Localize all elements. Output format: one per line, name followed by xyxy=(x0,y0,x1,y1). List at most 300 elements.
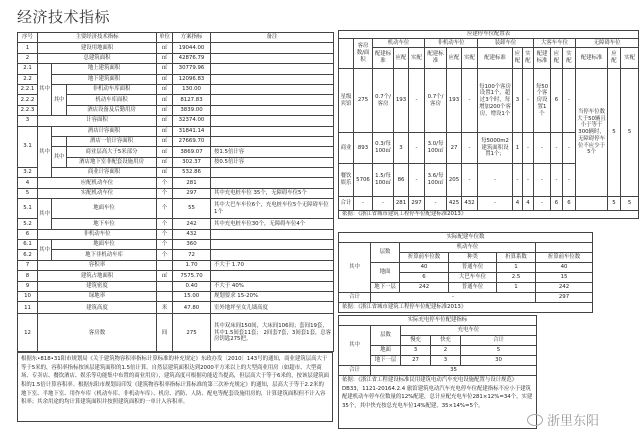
table-cell: 8 xyxy=(18,271,38,281)
table-cell: 42876.79 xyxy=(173,53,211,63)
table-cell xyxy=(211,271,334,281)
table-cell: - xyxy=(534,133,551,164)
table-cell: - xyxy=(563,133,576,164)
table-cell: 9 xyxy=(18,281,38,291)
table-cell: 35 xyxy=(371,366,537,376)
table-cell: 地下一层 xyxy=(371,283,400,293)
table-cell: 配建标准 xyxy=(373,48,394,69)
table-cell: 地面 xyxy=(371,263,400,283)
table-cell: 无障碍车位 xyxy=(576,39,639,48)
table-cell: 室外地坪至女儿墙高度 xyxy=(211,302,334,314)
table-cell: 层数 xyxy=(371,326,401,346)
table-cell xyxy=(211,126,334,136)
table-cell: ㎡ xyxy=(157,168,173,178)
table-cell: 0.3/每100㎡ xyxy=(373,133,394,164)
table-cell xyxy=(157,281,173,291)
table-cell: 规划要求 15-20% xyxy=(211,291,334,301)
table-cell: ㎡ xyxy=(157,43,173,53)
table-row xyxy=(18,260,334,270)
table-cell: 酒店地下室非配套设施用房 xyxy=(67,157,157,167)
table-cell xyxy=(211,250,334,260)
page-title: 经济技术指标 xyxy=(17,8,111,26)
table-cell: 种类 xyxy=(449,253,497,263)
table-cell: 实配 xyxy=(523,48,534,69)
table-row xyxy=(18,178,334,188)
table-cell xyxy=(157,291,173,301)
table-cell xyxy=(157,260,173,270)
table-cell: 4 xyxy=(18,178,38,188)
table-cell: 7575.70 xyxy=(173,271,211,281)
table-cell xyxy=(211,105,334,115)
table-cell: 2 xyxy=(18,53,38,63)
table-cell: 3.0/每100㎡ xyxy=(425,133,447,164)
table-cell xyxy=(339,39,354,69)
table-cell: 应配 xyxy=(551,48,563,69)
header-cell: 备注 xyxy=(211,33,334,43)
table-cell: 建筑占地面积 xyxy=(38,271,157,281)
table-row xyxy=(18,314,334,352)
table-cell: 非机动车库面积 xyxy=(67,84,157,94)
table-cell: - xyxy=(373,197,394,211)
table-cell: 5 xyxy=(461,346,537,356)
table-row xyxy=(339,263,593,273)
table-cell: 配建标准 xyxy=(478,48,513,69)
watermark xyxy=(527,410,599,429)
table-cell: - xyxy=(462,164,478,197)
table-row xyxy=(18,250,334,260)
table-cell: 建筑密度 xyxy=(38,281,157,291)
table-cell: 30779.96 xyxy=(173,64,211,74)
table-row xyxy=(18,116,334,126)
table-row xyxy=(18,74,334,84)
table-header xyxy=(18,33,334,43)
table-cell: 其中充电桩车位 35个，无障碍车位5个 xyxy=(211,188,334,198)
table-row xyxy=(18,302,334,314)
table-cell: 6 xyxy=(18,229,38,239)
table-cell: 机动车库面积 xyxy=(67,95,157,105)
table-cell: 地下非机动车库 xyxy=(52,250,157,260)
table-cell: - xyxy=(478,164,513,197)
table-row xyxy=(18,147,334,157)
header-cell: 序号 xyxy=(18,33,38,43)
table-cell: 客房数/面积 xyxy=(354,39,373,69)
table-cell: 2.5 xyxy=(497,273,536,283)
table-cell: 计容面积 xyxy=(38,116,157,126)
table-cell: 86 xyxy=(394,164,409,197)
table-cell: 商业计容面积 xyxy=(52,168,157,178)
table-cell: 3869.07 xyxy=(173,147,211,157)
table-cell: - xyxy=(523,69,534,133)
table-cell: 其中 xyxy=(52,147,67,168)
table-cell: 地面车位 xyxy=(52,199,157,219)
table-cell: 893 xyxy=(354,133,373,164)
table-cell: 2 xyxy=(431,346,461,356)
table-cell: 2.2.3 xyxy=(18,105,38,115)
table-cell: 合计 xyxy=(339,366,371,376)
table-row xyxy=(339,293,593,303)
table-cell: 绿地率 xyxy=(38,291,157,301)
table-cell: 合计 xyxy=(339,197,354,211)
table-cell: 3.2 xyxy=(18,168,38,178)
table-cell: 275 xyxy=(354,69,373,133)
table-cell: 米 xyxy=(157,302,173,314)
table-cell: 242 xyxy=(536,283,593,293)
table-cell: ㎡ xyxy=(157,64,173,74)
table-cell: - xyxy=(534,197,551,211)
table-cell: - xyxy=(354,197,373,211)
table-cell: 商业层高大于5米部分 xyxy=(67,147,157,157)
table-cell: 不大于 1.70 xyxy=(211,260,334,270)
table-cell: 6 xyxy=(551,69,563,133)
table-cell: 其中 xyxy=(339,326,371,366)
table-row xyxy=(18,240,334,250)
table-row xyxy=(18,84,334,94)
table-cell: 2.2.1 xyxy=(18,84,38,94)
table-title: 实际充电停车位配建指标 xyxy=(339,316,537,326)
table-cell: 5706 xyxy=(354,164,373,197)
table-row xyxy=(18,64,334,74)
table-cell: - xyxy=(563,69,576,133)
table-cell: ㎡ xyxy=(157,95,173,105)
table-cell: 建筑高度 xyxy=(38,302,157,314)
table-cell: 星级宾馆 xyxy=(339,69,354,133)
table-cell: 4 xyxy=(523,197,534,211)
table-cell xyxy=(52,136,67,146)
table-cell: 0.40 xyxy=(173,281,211,291)
table-row xyxy=(339,69,639,133)
table-cell: 27669.70 xyxy=(173,136,211,146)
table-cell: 5 xyxy=(18,188,38,198)
table-cell: - xyxy=(462,133,478,164)
header-cell: 方案指标 xyxy=(173,33,211,43)
table-cell: 个 xyxy=(157,178,173,188)
table-cell: 5.2 xyxy=(18,219,38,229)
table-row xyxy=(18,291,334,301)
table-cell: ㎡ xyxy=(157,84,173,94)
table-cell xyxy=(211,84,334,94)
table-cell: 个 xyxy=(157,250,173,260)
table-cell: 折算前车位数 xyxy=(400,253,449,263)
table-cell: 快充 xyxy=(431,336,461,346)
table-cell: 19044.00 xyxy=(173,43,211,53)
table-cell: 客房数 xyxy=(38,314,157,352)
table-cell xyxy=(211,95,334,105)
table-cell: 其中 xyxy=(38,126,52,178)
table-cell: 0.7个/客房 xyxy=(425,69,447,133)
table-cell: - xyxy=(551,133,563,164)
table-cell: 205 xyxy=(447,164,462,197)
table-cell: - xyxy=(551,164,563,197)
charging-parking-table xyxy=(338,315,537,429)
table-cell: 应配机动车位 xyxy=(38,178,157,188)
table-cell: 合计 xyxy=(339,293,371,303)
table-cell: 3.6/每100㎡ xyxy=(425,164,447,197)
table-cell: ㎡ xyxy=(157,147,173,157)
table-cell: 其中 xyxy=(38,64,52,116)
table-cell: 55 xyxy=(173,199,211,219)
table-cell: 425 xyxy=(447,197,462,211)
table-row xyxy=(18,219,334,229)
table-cell: - xyxy=(523,133,534,164)
table-cell: 折算前车位数 xyxy=(536,253,593,263)
table-cell: 0.7个/客房 xyxy=(373,69,394,133)
actual-parking-table xyxy=(338,232,593,313)
table-cell: 层数 xyxy=(371,243,400,263)
table-cell: 6 xyxy=(563,197,576,211)
table-cell: - xyxy=(409,133,425,164)
table-cell: 15 xyxy=(536,273,593,283)
table-cell: 配建标准 xyxy=(576,48,608,69)
table-cell: 实配 xyxy=(563,48,576,69)
table-cell: 1 xyxy=(497,283,536,293)
table-cell: 27 xyxy=(401,356,431,366)
table-cell: 其中双床间150间，大床间106间；套间19套，其中1.5间套11套； 2间套7套，3间套1套，总客房钥匙275把。 xyxy=(211,314,334,352)
table-cell: 242 xyxy=(400,283,449,293)
table-cell: 个 xyxy=(157,188,173,198)
table-note: 依据：《浙江省城市建筑工程停车位配建标准2013》 xyxy=(339,303,593,313)
table-cell: 193 xyxy=(394,69,409,133)
table-cell: 配建标准 xyxy=(534,48,551,69)
parking-requirement-table xyxy=(338,30,639,219)
table-cell: 2.1 xyxy=(18,64,38,74)
table-cell: 商业 xyxy=(339,133,354,164)
table-cell: 3 xyxy=(401,346,431,356)
table-cell: 餐饮娱乐 xyxy=(339,164,354,197)
table-cell: 酒店一倍计容面积 xyxy=(67,136,157,146)
table-cell: 3 xyxy=(18,116,38,126)
table-cell: 应配 xyxy=(447,48,462,69)
table-cell: 建设用地面积 xyxy=(38,43,157,53)
table-cell: 32374.00 xyxy=(173,116,211,126)
table-cell: - xyxy=(425,197,447,211)
table-cell: - xyxy=(409,164,425,197)
table-cell: 2.2.2 xyxy=(18,95,38,105)
table-cell: 个 xyxy=(157,240,173,250)
table-cell: 其中大巴车车位6个，充电桩车位5个无障碍车位1个 xyxy=(211,199,334,219)
table-cell: 酒店计容面积 xyxy=(52,126,157,136)
table-row xyxy=(18,53,334,63)
table-cell: - xyxy=(409,69,425,133)
table-cell: 1.5/每100㎡ xyxy=(373,164,394,197)
table-cell: ㎡ xyxy=(157,53,173,63)
table-cell: 1 xyxy=(18,43,38,53)
table-cell: 360 xyxy=(173,240,211,250)
table-cell: 应配 xyxy=(394,48,409,69)
table-cell: 其中充电桩车位30个，无障碍车位4个 xyxy=(211,219,334,229)
table-cell: 当停车位数大于50辆且小于等于300辆时，无障碍停车位不应少于5个 xyxy=(576,69,608,197)
table-cell: 302.37 xyxy=(173,157,211,167)
table-cell: 432 xyxy=(173,229,211,239)
table-cell xyxy=(211,136,334,146)
table-cell xyxy=(211,240,334,250)
table-cell: ㎡ xyxy=(157,157,173,167)
table-row xyxy=(18,229,334,239)
table-cell: - xyxy=(563,164,576,197)
table-cell: 普通车位 xyxy=(449,263,497,273)
table-cell: 非机动车位 xyxy=(38,229,157,239)
table-cell: 8127.83 xyxy=(173,95,211,105)
table-cell: 3 xyxy=(394,133,409,164)
table-cell: 193 xyxy=(447,69,462,133)
table-row xyxy=(18,126,334,136)
table-cell xyxy=(536,243,593,253)
table-cell xyxy=(211,64,334,74)
table-cell: - xyxy=(523,164,534,197)
economic-indicators-table xyxy=(17,32,334,352)
table-cell: 2.2 xyxy=(18,74,38,84)
table-cell: 实配机动车位 xyxy=(38,188,157,198)
table-cell: 其中 xyxy=(339,243,371,293)
table-cell: 1 xyxy=(497,263,536,273)
table-row xyxy=(18,168,334,178)
table-cell: 地下车位 xyxy=(52,219,157,229)
table-cell xyxy=(576,197,608,211)
table-cell: 按1.5倍计容 xyxy=(211,147,334,157)
header-cell: 主要经济技术指标 xyxy=(38,33,157,43)
table-cell: 充电车位 xyxy=(401,326,537,336)
table-cell xyxy=(211,74,334,84)
table-row xyxy=(339,283,593,293)
table-cell: 普通车位 xyxy=(449,283,497,293)
table-cell: 非机动车位 xyxy=(425,39,478,48)
table-cell: 4 xyxy=(513,197,523,211)
table-cell: ㎡ xyxy=(157,105,173,115)
table-cell: 31841.14 xyxy=(173,126,211,136)
table-note: 依据：《浙江省城市建筑工程停车位配建标准2013》 xyxy=(339,211,639,219)
table-cell: 按0.5倍计容 xyxy=(211,157,334,167)
table-cell: - xyxy=(371,293,536,303)
table-cell: 间 xyxy=(157,314,173,352)
table-cell: 3839.00 xyxy=(173,105,211,115)
table-title: 实际配建车位数 xyxy=(339,233,593,243)
table-cell: 应配 xyxy=(513,48,523,69)
table-cell: 慢充 xyxy=(401,336,431,346)
table-cell: 个 xyxy=(157,199,173,219)
table-cell: - xyxy=(478,197,513,211)
table-cell: 大客车车位 xyxy=(534,39,576,48)
table-row xyxy=(339,197,639,211)
table-cell: 297 xyxy=(536,293,593,303)
table-cell: 地下一层 xyxy=(371,356,401,366)
table-title: 应建停车位配置表 xyxy=(339,31,639,39)
table-cell: 40 xyxy=(400,263,449,273)
table-row xyxy=(339,366,537,376)
table-cell xyxy=(211,178,334,188)
table-cell: 应配 xyxy=(608,48,621,69)
table-cell: 5.1 xyxy=(18,199,38,219)
table-cell: 242 xyxy=(173,219,211,229)
table-cell: 72 xyxy=(173,250,211,260)
table-cell: 折算系数 xyxy=(497,253,536,263)
table-cell: ㎡ xyxy=(157,126,173,136)
table-row xyxy=(18,43,334,53)
table-cell: 6 xyxy=(551,197,563,211)
table-cell: 个 xyxy=(157,219,173,229)
table-cell: 11 xyxy=(18,302,38,314)
table-cell: 容积率 xyxy=(38,260,157,270)
table-cell: 实配 xyxy=(621,48,639,69)
table-cell: 47.80 xyxy=(173,302,211,314)
table-cell xyxy=(211,53,334,63)
wechat-icon xyxy=(527,414,543,426)
table-cell: - xyxy=(513,164,523,197)
table-cell: 40 xyxy=(536,263,593,273)
table-cell: 地面 xyxy=(371,346,401,356)
watermark-text: 浙里东阳 xyxy=(547,414,600,429)
table-cell xyxy=(211,229,334,239)
table-cell: 配建标准 xyxy=(425,48,447,69)
table-cell: 3 xyxy=(431,356,461,366)
table-cell: 5 xyxy=(608,197,621,211)
table-cell: 其中 xyxy=(38,240,52,261)
table-cell: 每5000m2建筑面积设置1个； xyxy=(478,133,513,164)
table-cell: 1 xyxy=(513,133,523,164)
table-cell: 不大于 40% xyxy=(211,281,334,291)
table-row xyxy=(18,199,334,219)
table-cell: 6.2 xyxy=(18,250,38,260)
table-cell: 30 xyxy=(461,356,537,366)
table-cell: 总建筑面积 xyxy=(38,53,157,63)
table-note: 依据：《浙江省工程建设标准民用建筑电动汽车充电设施配置与设计规范》DB33，1121-20164.2.4 旅馆建筑电动汽车充电停车位配建指标不应小于建筑配建机动车停车位数量的12%配建，总计应配充电车位281×12%=34个，实建35个，其中快充按总充电车位14%配建，35×14%=5个。 xyxy=(339,376,537,429)
table-cell: 合计 xyxy=(461,336,537,346)
table-cell: 其中 xyxy=(52,84,67,115)
table-cell: 3 xyxy=(513,69,523,133)
table-cell: 地上建筑面积 xyxy=(52,64,157,74)
table-cell: 其中 xyxy=(38,199,52,229)
table-cell: 每100个客房设置1个，超过3个时，每增加200个客房，增设1个 xyxy=(478,69,513,133)
table-cell: 每50个客房设置1个 xyxy=(534,69,551,133)
table-cell: 12 xyxy=(18,314,38,352)
table-cell: 1.70 xyxy=(173,260,211,270)
table-cell: 5 xyxy=(608,69,621,197)
table-cell: 装卸车位 xyxy=(478,39,534,48)
table-row xyxy=(18,271,334,281)
table-cell: ㎡ xyxy=(157,136,173,146)
table-cell xyxy=(211,116,334,126)
table-cell: 实配 xyxy=(462,48,478,69)
table-cell xyxy=(211,43,334,53)
table-cell: 个 xyxy=(157,229,173,239)
table-cell: 实配 xyxy=(409,48,425,69)
table-cell: 12096.83 xyxy=(173,74,211,84)
table-cell: 281 xyxy=(394,197,409,211)
table-cell: 7 xyxy=(18,260,38,270)
table-row xyxy=(18,281,334,291)
table-cell: 5 xyxy=(621,69,639,197)
header-cell: 单位 xyxy=(157,33,173,43)
table-cell: ㎡ xyxy=(157,74,173,84)
table-cell: 6 xyxy=(400,273,449,283)
table-cell: 10 xyxy=(18,291,38,301)
table-cell: 297 xyxy=(409,197,425,211)
table-cell: 130.00 xyxy=(173,84,211,94)
table-cell: - xyxy=(462,69,478,133)
table-cell: 3.1 xyxy=(18,126,38,168)
table-cell: ㎡ xyxy=(157,116,173,126)
table-cell: 5 xyxy=(621,197,639,211)
table-row xyxy=(18,188,334,198)
table-cell: 机动车位 xyxy=(400,243,536,253)
table-cell: - xyxy=(534,164,551,197)
table-cell: 27 xyxy=(447,133,462,164)
table-cell: 地面车位 xyxy=(52,240,157,250)
table-cell: ㎡ xyxy=(157,271,173,281)
table-cell: 6.1 xyxy=(18,240,38,250)
table-cell: 532.86 xyxy=(173,168,211,178)
table-cell: 15.00 xyxy=(173,291,211,301)
table-cell: 281 xyxy=(173,178,211,188)
table-cell: 机动车位 xyxy=(373,39,425,48)
